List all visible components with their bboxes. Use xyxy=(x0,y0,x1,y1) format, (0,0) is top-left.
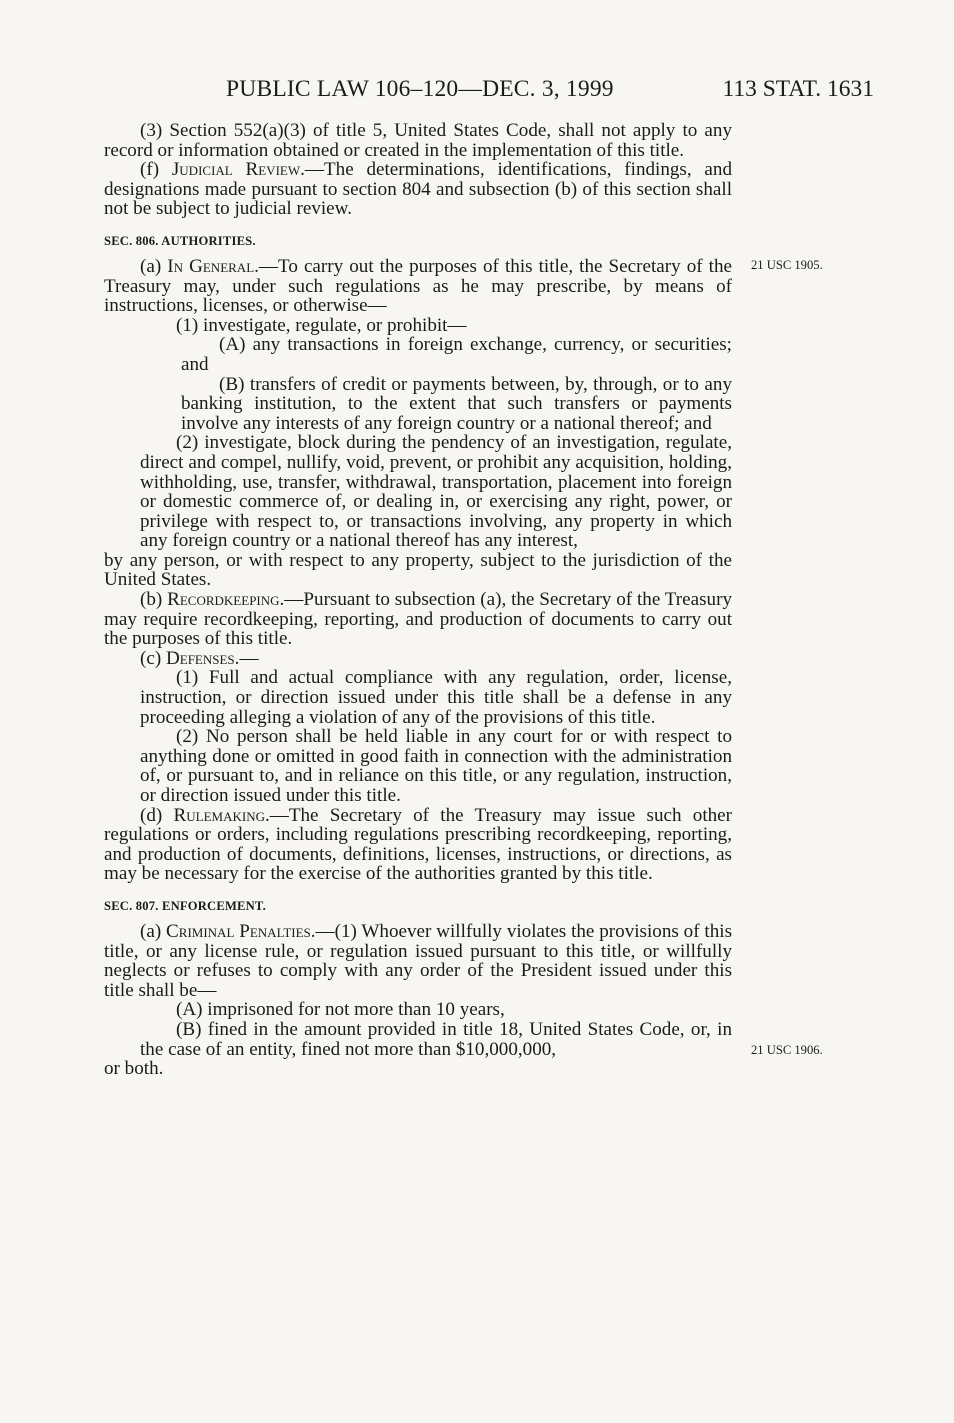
section-807-heading: SEC. 807. ENFORCEMENT. xyxy=(104,898,266,913)
subsection-heading: Judicial Review xyxy=(171,159,301,181)
statute-page-number: 113 STAT. 1631 xyxy=(722,76,874,102)
paragraph-a1: (1) investigate, regulate, or prohibit— xyxy=(176,314,467,336)
subsection-enforcement-a: (a) Criminal Penalties.—(1) Whoever willfully violates the provisions of this title, or any license rule, or regulation issued pursuant to this title, or willfully neglects or refuses to comply with any order of the President issued under this title shall be— xyxy=(104,920,732,1001)
section-806-heading: SEC. 806. AUTHORITIES. xyxy=(104,233,256,248)
subsection-c: (c) Defenses.— xyxy=(140,647,259,669)
subsection-heading: Recordkeeping xyxy=(167,589,280,611)
subsection-heading: Defenses xyxy=(165,647,235,669)
paragraph-e3: (3) Section 552(a)(3) of title 5, United States Code, shall not apply to any record or information obtained or created in the implementation of this title. xyxy=(104,120,732,161)
subsection-heading: Rulemaking xyxy=(173,804,265,826)
subsection-d: (d) Rulemaking.—The Secretary of the Treasury may issue such other regulations or orders, including regulations prescribing recordkeeping, reporting, and production of documents, definitions, licenses, instructions, or directions, as may be necessary for the exercise of the authorities granted by this title. xyxy=(104,804,733,885)
subparagraph-a1A: (A) any transactions in foreign exchange, currency, or securities; and xyxy=(181,334,732,375)
clause-A: (A) imprisoned for not more than 10 years, xyxy=(176,999,505,1021)
clause-B: (B) fined in the amount provided in title 18, United States Code, or, in the case of an entity, fined not more than $10,000,000, xyxy=(140,1018,732,1060)
paragraph-c1: (1) Full and actual compliance with any regulation, order, license, instruction, or direction issued under this title shall be a defense in any proceeding alleging a violation of any of the provisions of this title. xyxy=(140,667,732,728)
subsection-heading: In General xyxy=(167,255,255,277)
paragraph-a2: (2) investigate, block during the pendency of an investigation, regulate, direct and compel, nullify, void, prevent, or prohibit any acquisition, holding, withholding, use, transfer, withdrawal, transportation, placement into foreign or domestic commerce of, or dealing in, or exercising any right, power, or privilege with respect to, or transactions involving, any property in which any foreign country or a national thereof has any interest, xyxy=(140,432,732,552)
subsection-b: (b) Recordkeeping.—Pursuant to subsection (a), the Secretary of the Treasury may require recordkeeping, reporting, and production of documents to carry out the purposes of this title. xyxy=(104,589,732,650)
running-head xyxy=(0,76,954,102)
subsection-heading: Criminal Penalties xyxy=(166,920,311,942)
subsection-f: (f) Judicial Review.—The determinations, identifications, findings, and designations made pursuant to section 804 and subsection (b) of this section shall not be subject to judicial review. xyxy=(104,159,732,220)
enforcement-tail: or both. xyxy=(104,1058,164,1080)
margin-note-sec806: 21 USC 1905. xyxy=(751,258,823,272)
law-citation-header: PUBLIC LAW 106–120—DEC. 3, 1999 xyxy=(226,76,614,102)
subsection-a-tail: by any person, or with respect to any property, subject to the jurisdiction of the United States. xyxy=(104,549,732,591)
page-body xyxy=(104,121,732,1079)
margin-note-sec807: 21 USC 1906. xyxy=(751,1043,823,1057)
paragraph-c2: (2) No person shall be held liable in any court for or with respect to anything done or omitted in good faith in connection with the administration of, or pursuant to, and in reliance on this title, or any regulation, instruction, or direction issued under this title. xyxy=(140,726,732,806)
subparagraph-a1B: (B) transfers of credit or payments between, by, through, or to any banking institution, to the extent that such transfers or payments involve any interests of any foreign country or a national thereof; and xyxy=(181,373,732,434)
subsection-a: (a) In General.—To carry out the purposes of this title, the Secretary of the Treasury may, under such regulations as he may prescribe, by means of instructions, licenses, or otherwise— xyxy=(104,255,732,317)
